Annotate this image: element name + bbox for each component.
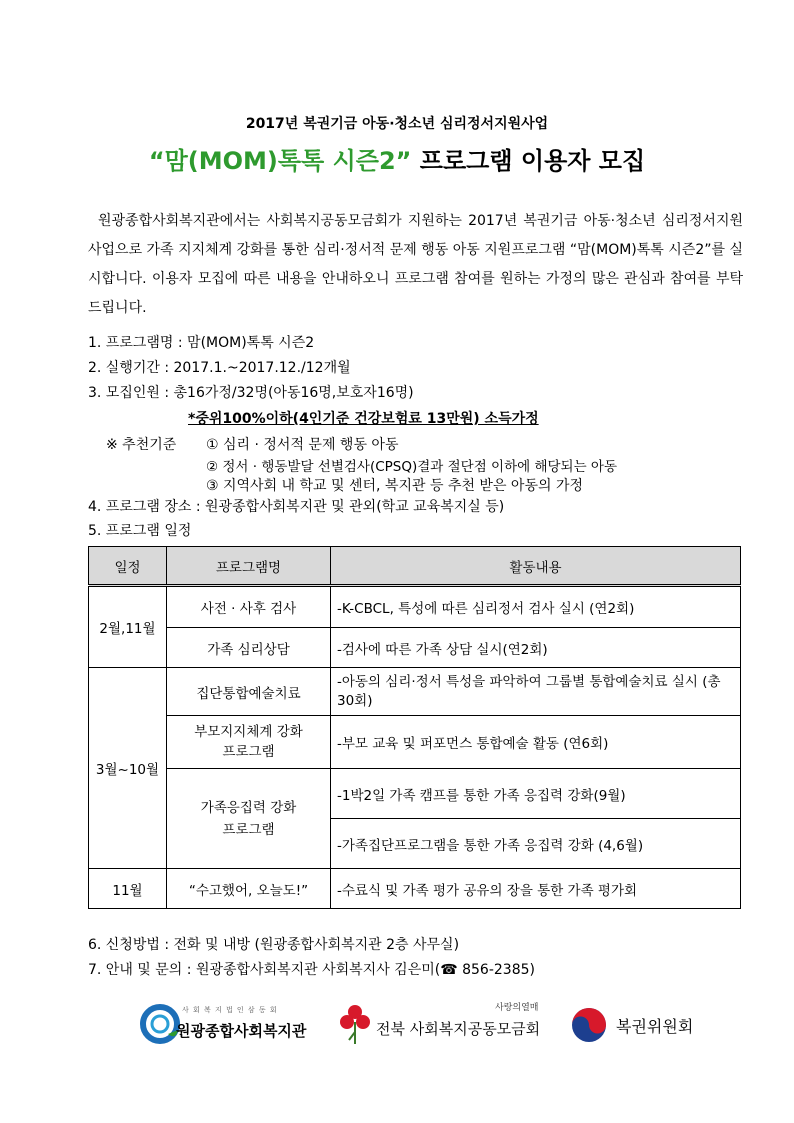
table-row: [89, 586, 741, 628]
community-chest-tagline: 사랑의열매: [495, 1003, 539, 1013]
logo-wonkwang: [140, 1002, 330, 1052]
recommend-3: ③ 지역사회 내 학교 및 센터, 복지관 등 추천 받은 아동의 가정: [206, 478, 584, 494]
subtitle: 2017년 복권기금 아동·청소년 심리정서지원사업: [245, 116, 549, 132]
cell-program-line1: 부모지지체계 강화: [194, 724, 303, 740]
wonkwang-name: 원광종합사회복지관: [176, 1022, 307, 1040]
community-chest-name: 전북 사회복지공동모금회: [376, 1020, 541, 1038]
cell-activity: -검사에 따른 가족 상담 실시(연2회): [331, 628, 741, 668]
page-title: [0, 141, 794, 176]
cell-program-line2: 프로그램: [222, 821, 275, 838]
table-row: [89, 628, 741, 668]
item-program-name: 1. 프로그램명 : 맘(MOM)톡톡 시즌2: [88, 335, 315, 351]
logo-strip: [0, 996, 794, 1056]
cell-activity: -가족집단프로그램을 통한 가족 응집력 강화 (4,6월): [331, 819, 741, 869]
love-fruit-icon: [340, 1002, 370, 1046]
cell-date: 3월~10월: [89, 668, 167, 869]
item-schedule: 5. 프로그램 일정: [88, 523, 192, 539]
item-location: 4. 프로그램 장소 : 원광종합사회복지관 및 관외(학교 교육복지실 등): [88, 499, 505, 515]
intro-paragraph: [88, 207, 743, 323]
lottery-commission-name: 복권위원회: [616, 1017, 694, 1036]
cell-activity: -수료식 및 가족 평가 공유의 장을 통한 가족 평가회: [331, 869, 741, 909]
logo-lottery-commission: [570, 1004, 710, 1050]
cell-date: 11월: [89, 869, 167, 909]
th-date: 일정: [89, 547, 167, 586]
th-activity: 활동내용: [331, 547, 741, 586]
table-row: [89, 869, 741, 909]
cell-date: 2월,11월: [89, 586, 167, 668]
item-period: 2. 실행기간 : 2017.1.~2017.12./12개월: [88, 360, 351, 376]
taegeuk-icon: [570, 1006, 608, 1044]
cell-program: [167, 769, 331, 869]
recommend-label: ※ 추천기준: [106, 437, 177, 453]
intro-text: 원광종합사회복지관에서는 사회복지공동모금회가 지원하는 2017년 복권기금 아동·청소년 심리정서지원사업으로 가족 지지체계 강화를 통한 심리·정서적 문제 행동 아동 지원프로그램 “맘(MOM)톡톡 시즌2”를 실시합니다. 이용자 모집에 따른 내용을 안내하오니 프로그램 참여를 원하는 가정의 많은 관심과 참여를 부탁드립니다.: [88, 213, 743, 316]
th-program: 프로그램명: [167, 547, 331, 586]
schedule-table: [88, 546, 741, 909]
cell-program-line1: 가족응집력 강화: [200, 799, 297, 816]
item-recruit: 3. 모집인원 : 총16가정/32명(아동16명,보호자16명): [88, 385, 414, 401]
recommend-1: ① 심리 · 정서적 문제 행동 아동: [206, 437, 399, 453]
title-rest: 프로그램 이용자 모집: [411, 147, 646, 175]
cell-activity: -아동의 심리·정서 특성을 파악하여 그룹별 통합예술치료 실시 (총30회): [331, 668, 741, 716]
cell-program: 가족 심리상담: [167, 628, 331, 668]
income-note: *중위100%이하(4인기준 건강보험료 13만원) 소득가정: [188, 411, 539, 427]
cell-program-line2: 프로그램: [222, 744, 275, 760]
cell-activity: -부모 교육 및 퍼포먼스 통합예술 활동 (연6회): [331, 716, 741, 769]
logo-community-chest: [340, 1000, 555, 1052]
wonkwang-emblem-icon: [140, 1004, 180, 1044]
table-row: [89, 716, 741, 769]
cell-program: “수고했어, 오늘도!”: [167, 869, 331, 909]
wonkwang-tagline: 사 회 복 지 법 인 삼 동 회: [182, 1006, 278, 1014]
item-apply: 6. 신청방법 : 전화 및 내방 (원광종합사회복지관 2층 사무실): [88, 937, 460, 953]
title-program-name: “맘(MOM)톡톡 시즌2”: [148, 147, 412, 175]
cell-activity: -1박2일 가족 캠프를 통한 가족 응집력 강화(9월): [331, 769, 741, 819]
cell-activity: -K-CBCL, 특성에 따른 심리정서 검사 실시 (연2회): [331, 586, 741, 628]
recommend-2: ② 정서 · 행동발달 선별검사(CPSQ)결과 절단점 이하에 해당되는 아동: [206, 459, 618, 475]
table-header-row: [89, 547, 741, 586]
cell-program: 사전 · 사후 검사: [167, 586, 331, 628]
table-row: [89, 769, 741, 819]
cell-program: [167, 716, 331, 769]
cell-program: 집단통합예술치료: [167, 668, 331, 716]
item-contact: 7. 안내 및 문의 : 원광종합사회복지관 사회복지사 김은미(☎ 856-2385): [88, 962, 535, 978]
table-row: [89, 668, 741, 716]
